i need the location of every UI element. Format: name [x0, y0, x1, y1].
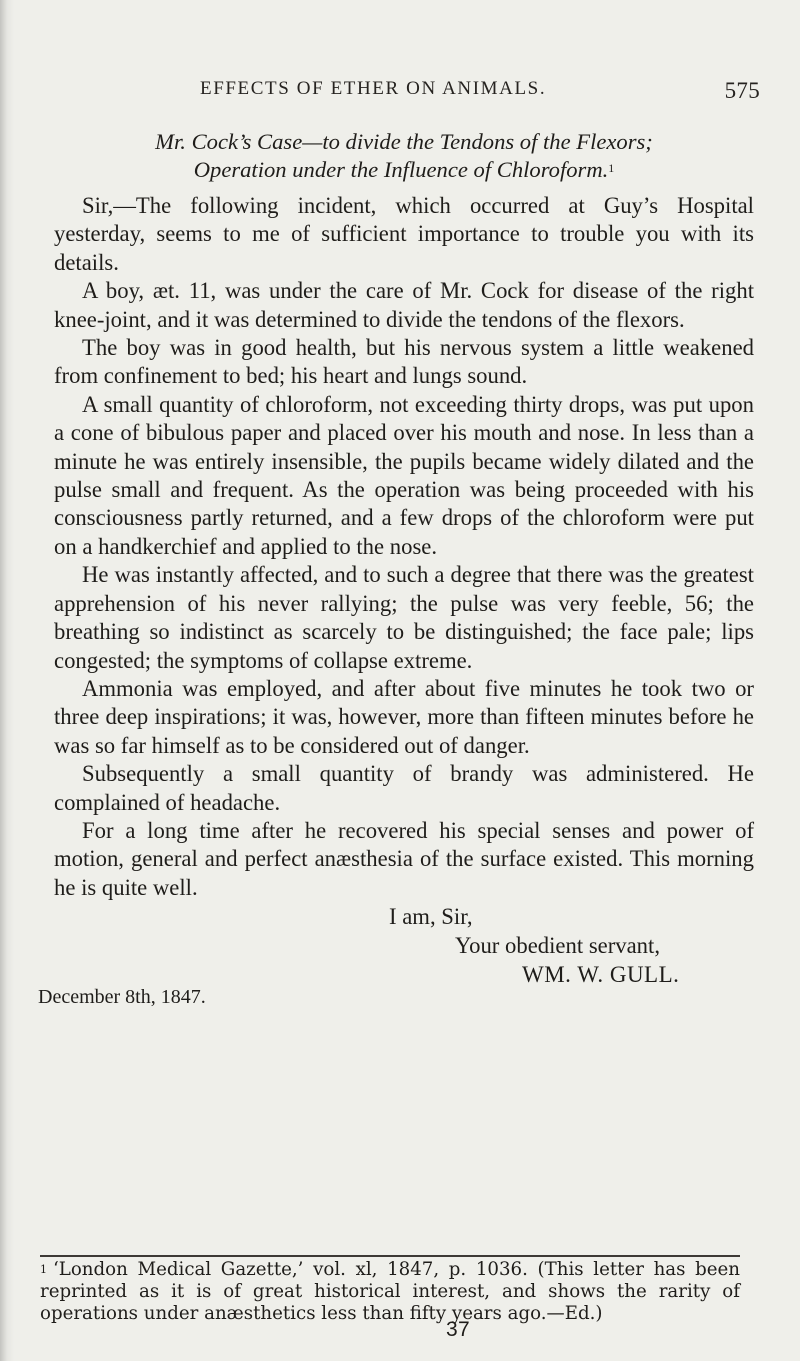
- footnote: [40, 1259, 740, 1325]
- footnote-divider: [40, 1255, 740, 1257]
- footnote-marker: 1: [40, 1263, 47, 1276]
- footnote-text: ‘London Medical Gazette,’ vol. xl, 1847, p. 1036. (This letter has been reprinted as it is of great historical interest, and shows the rarity of operations under anæsthetics less than fifty years ago.—Ed.): [40, 1259, 740, 1324]
- paragraph-salutation: Sir,—The following incident, which occurred at Guy’s Hospital yesterday, seems to me of sufficient importance to trouble you with its details.: [54, 193, 754, 275]
- letter-signoff: [38, 902, 754, 1010]
- letter-date: December 8th, 1847.: [38, 986, 206, 1009]
- paragraph-anaesthesia: For a long time after he recovered his special senses and power of motion, general and perfect anæsthesia of the surface existed. This morning he is quite well.: [54, 817, 754, 900]
- paragraph-collapse: He was instantly affected, and to such a degree that there was the greatest apprehension of his never rallying; the pulse was very feeble, 56; the breathing so indistinct as scarcely to be distinguished; the face pale; lips congested; the symptoms of collapse extreme.: [54, 562, 754, 673]
- signature: WM. W. GULL.: [522, 962, 680, 988]
- page-header: [42, 78, 760, 108]
- title-footnote-marker: 1: [608, 161, 615, 175]
- paragraph-health: The boy was in good health, but his nervous system a little weakened from confinement to bed; his heart and lungs sound.: [54, 335, 754, 389]
- closing-line-2: Your obedient servant,: [455, 933, 661, 959]
- title-line-2: [54, 156, 754, 184]
- paragraph-brandy: Subsequently a small quantity of brandy was administered. He complained of headache.: [54, 761, 754, 815]
- page-binding-shadow: [0, 0, 14, 1361]
- title-line-2-text: Operation under the Influence of Chloroform.: [193, 157, 609, 182]
- page-number: 575: [724, 78, 760, 103]
- article-title: [54, 128, 754, 184]
- paragraph-chloroform: A small quantity of chloroform, not exceeding thirty drops, was put upon a cone of bibulous paper and placed over his mouth and nose. In less than a minute he was entirely insensible, the pupils became widely dilated and the pulse small and frequent. As the operation was being proceeded with his consciousness partly returned, and a few drops of the chloroform were put on a handkerchief and applied to the nose.: [54, 391, 754, 559]
- closing-line-1: I am, Sir,: [389, 904, 473, 930]
- paragraph-recovery: Ammonia was employed, and after about five minutes he took two or three deep inspirations; it was, however, more than fifteen minutes before he was so far himself as to be considered out of danger.: [54, 675, 754, 758]
- signature-number: 37: [446, 1318, 470, 1341]
- running-head: EFFECTS OF ETHER ON ANIMALS.: [200, 78, 547, 99]
- title-line-1: Mr. Cock’s Case—to divide the Tendons of the Flexors;: [155, 129, 653, 154]
- article-body: [38, 128, 754, 1010]
- paragraph-patient: A boy, æt. 11, was under the care of Mr. Cock for disease of the right knee-joint, and it was determined to divide the tendons of the flexors.: [54, 278, 754, 332]
